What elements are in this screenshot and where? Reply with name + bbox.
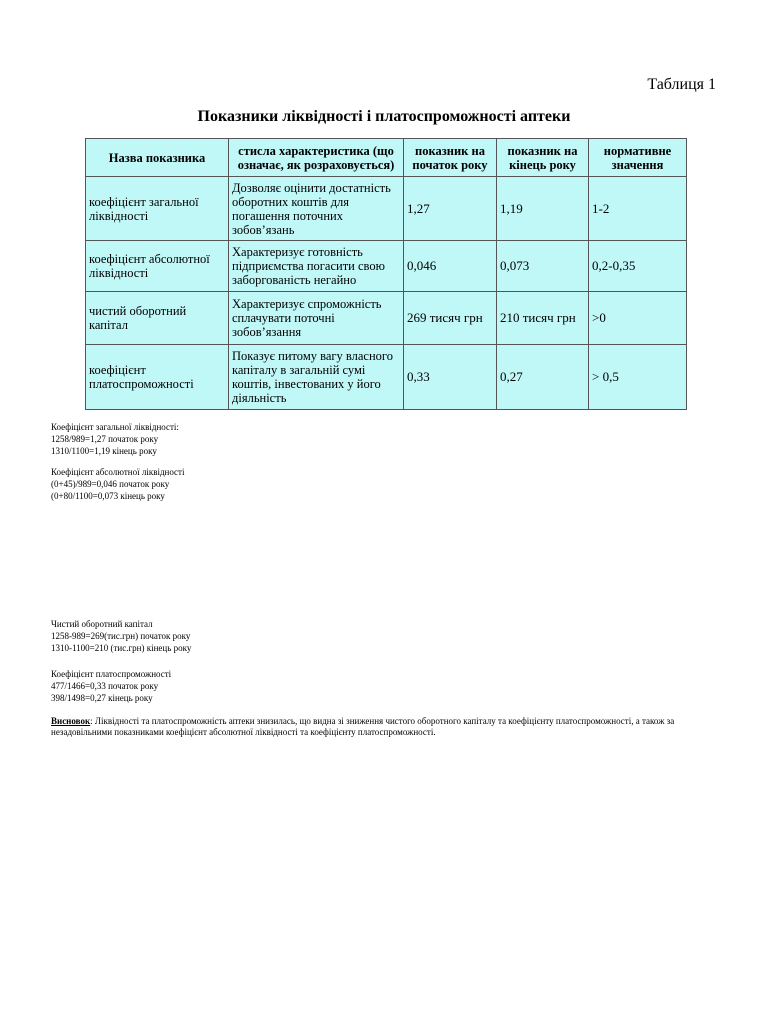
note-line: 477/1466=0,33 початок року: [51, 681, 159, 691]
table-row: [86, 241, 687, 292]
note-title: Коефіцієнт загальної ліквідності:: [51, 422, 179, 432]
row-description: Показує питому вагу власного капіталу в загальній сумі коштів, інвестованих у його діяльність: [229, 345, 404, 410]
row-start: 0,046: [404, 241, 497, 292]
note-title: Коефіцієнт платоспроможності: [51, 669, 172, 679]
row-end: 0,27: [497, 345, 589, 410]
row-end: 1,19: [497, 177, 589, 241]
row-start: 0,33: [404, 345, 497, 410]
note-line: (0+45)/989=0,046 початок року: [51, 479, 170, 489]
row-start: 269 тисяч грн: [404, 292, 497, 345]
liquidity-table: [85, 138, 687, 410]
row-norm: 1-2: [589, 177, 687, 241]
note-line: 398/1498=0,27 кінець року: [51, 693, 153, 703]
note-line: 1258-989=269(тис.грн) початок року: [51, 631, 191, 641]
note-general-liquidity: [51, 421, 179, 457]
row-description: Характеризує готовність підприємства погасити свою заборгованість негайно: [229, 241, 404, 292]
table-header-row: [86, 139, 687, 177]
table-number: Таблиця 1: [647, 76, 716, 93]
row-norm: >0: [589, 292, 687, 345]
note-working-capital: [51, 618, 191, 654]
table-title: Показники ліквідності і платоспроможності аптеки: [197, 108, 571, 125]
header-norm: нормативне значення: [589, 139, 687, 177]
row-name: коефіцієнт загальної ліквідності: [86, 177, 229, 241]
row-norm: > 0,5: [589, 345, 687, 410]
row-end: 0,073: [497, 241, 589, 292]
row-norm: 0,2-0,35: [589, 241, 687, 292]
header-name: Назва показника: [86, 139, 229, 177]
row-end: 210 тисяч грн: [497, 292, 589, 345]
row-name: коефіцієнт абсолютної ліквідності: [86, 241, 229, 292]
row-description: Характеризує спроможність сплачувати поточні зобов’язання: [229, 292, 404, 345]
header-start: показник на початок року: [404, 139, 497, 177]
note-title: Чистий оборотний капітал: [51, 619, 153, 629]
note-absolute-liquidity: [51, 466, 185, 502]
header-end: показник на кінець року: [497, 139, 589, 177]
table-row: [86, 177, 687, 241]
note-line: (0+80/1100=0,073 кінець року: [51, 491, 165, 501]
conclusion-text: : Ліквідності та платоспроможність аптеки знизилась, що видна зі зниження чистого оборотного капіталу та коефіцієнту платоспроможності, а також за незадовільними показниками коефіцієнт абсолютної ліквідності та коефіцієнту платоспроможності.: [51, 716, 675, 737]
table-row: [86, 292, 687, 345]
row-name: коефіцієнт платоспроможності: [86, 345, 229, 410]
row-start: 1,27: [404, 177, 497, 241]
header-description: стисла характеристика (що означає, як розраховується): [229, 139, 404, 177]
row-name: чистий оборотний капітал: [86, 292, 229, 345]
row-description: Дозволяє оцінити достатність оборотних коштів для погашення поточних зобов’язань: [229, 177, 404, 241]
note-line: 1258/989=1,27 початок року: [51, 434, 159, 444]
note-solvency: [51, 668, 171, 704]
conclusion-label: Висновок: [51, 716, 91, 726]
note-title: Коефіцієнт абсолютної ліквідності: [51, 467, 185, 477]
note-line: 1310-1100=210 (тис.грн) кінець року: [51, 643, 192, 653]
table-row: [86, 345, 687, 410]
conclusion: [51, 716, 701, 738]
note-line: 1310/1100=1,19 кінець року: [51, 446, 157, 456]
